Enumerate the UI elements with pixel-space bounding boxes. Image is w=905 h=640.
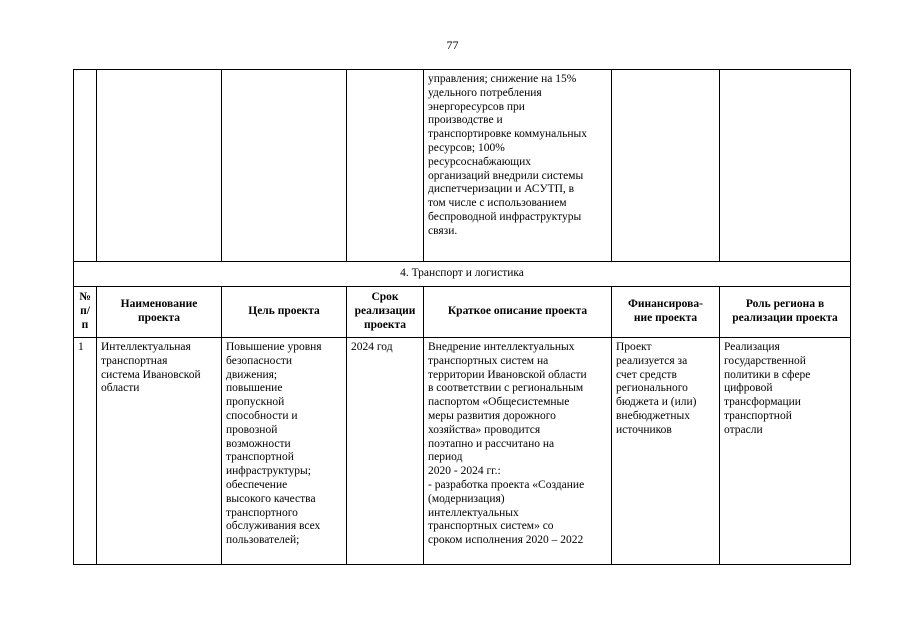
cell-financing: Проект реализуется за счет средств регионального бюджета и (или) внебюджетных источников — [612, 338, 720, 565]
cell-goal: Повышение уровня безопасности движения; повышение пропускной способности и провозной возможности транспортной инфраструктуры; обеспечение высокого качества транспортного обслуживания всех пользователей; — [222, 338, 347, 565]
cont-cell-term — [347, 70, 424, 262]
cont-cell-role — [720, 70, 851, 262]
cell-num: 1 — [74, 338, 97, 565]
cell-term: 2024 год — [347, 338, 424, 565]
section-title: 4. Транспорт и логистика — [74, 262, 851, 287]
header-role: Роль региона в реализации проекта — [720, 287, 851, 338]
table-row — [74, 338, 851, 565]
header-goal: Цель проекта — [222, 287, 347, 338]
section-row — [74, 262, 851, 287]
header-name: Наименование проекта — [97, 287, 222, 338]
header-term: Срок реализации проекта — [347, 287, 424, 338]
page-number: 77 — [446, 38, 459, 52]
cont-cell-name — [97, 70, 222, 262]
cell-description: Внедрение интеллектуальных транспортных систем на территории Ивановской области в соответствии с региональным паспортом «Общесистемные меры развития дорожного хозяйства» проводится поэтапно и рассчитано на период 2020 - 2024 гг.: - разработка проекта «Создание (модернизация) интеллектуальных транспортных систем» со сроком исполнения 2020 – 2022 — [424, 338, 612, 565]
header-num: № п/п — [74, 287, 97, 338]
cont-cell-goal — [222, 70, 347, 262]
cont-cell-financing — [612, 70, 720, 262]
header-financing: Финансирова- ние проекта — [612, 287, 720, 338]
header-description: Краткое описание проекта — [424, 287, 612, 338]
continuation-row — [74, 70, 851, 262]
projects-table — [73, 69, 851, 565]
cont-cell-description: управления; снижение на 15% удельного потребления энергоресурсов при производстве и транспортировке коммунальных ресурсов; 100% ресурсоснабжающих организаций внедрили системы диспетчеризации и АСУТП, в том числе с использованием беспроводной инфраструктуры связи. — [424, 70, 612, 262]
cont-cell-num — [74, 70, 97, 262]
header-row — [74, 287, 851, 338]
cell-role: Реализация государственной политики в сфере цифровой трансформации транспортной отрасли — [720, 338, 851, 565]
cell-name: Интеллектуальная транспортная система Ивановской области — [97, 338, 222, 565]
